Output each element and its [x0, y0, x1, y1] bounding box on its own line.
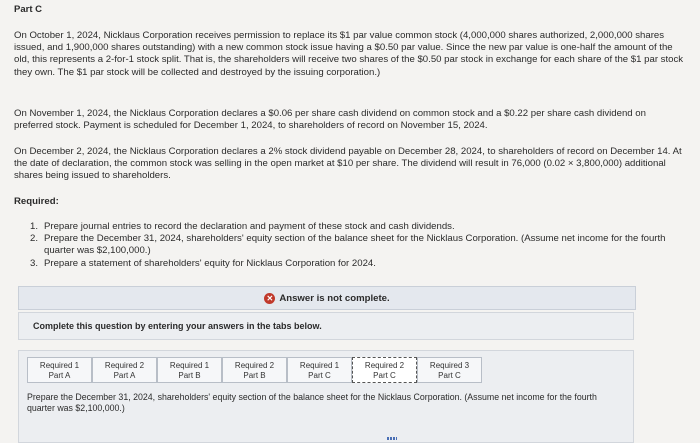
tab-required-2-part-c[interactable] — [352, 357, 417, 383]
x-circle-icon: ✕ — [264, 293, 275, 304]
tab-bar — [27, 357, 482, 383]
tab-label-line1: Required 3 — [429, 361, 470, 370]
required-item-number: 3. — [30, 257, 39, 269]
scroll-indicator[interactable] — [387, 437, 397, 440]
tab-required-1-part-a[interactable] — [27, 357, 92, 383]
required-item — [30, 221, 680, 233]
tab-required-1-part-c[interactable] — [287, 357, 352, 383]
required-item — [30, 233, 680, 257]
tab-label-line2: Part C — [308, 370, 331, 380]
required-item-number: 2. — [30, 233, 39, 245]
tab-description: Prepare the December 31, 2024, shareholders' equity section of the balance sheet for the Nicklaus Corporation. (Assume net income for the fourth quarter was $2,100,000.) — [27, 392, 597, 413]
required-list — [30, 221, 680, 270]
tab-required-2-part-a[interactable] — [92, 357, 157, 383]
paragraph-stock-dividend: On December 2, 2024, the Nicklaus Corporation declares a 2% stock dividend payable on December 28, 2024, to shareholders of record on December 14. At the date of declaration, the common stock was selling in the open market at $10 per share. The dividend will result in 76,000 (0.02 × 3,800,000) additional shares being issued to shareholders. — [14, 146, 682, 182]
instruction-text: Complete this question by entering your answers in the tabs below. — [33, 321, 322, 331]
tab-label-line1: Required 1 — [299, 361, 340, 370]
tab-required-1-part-b[interactable] — [157, 357, 222, 383]
tab-label-line1: Required 2 — [234, 361, 275, 370]
tab-required-2-part-b[interactable] — [222, 357, 287, 383]
required-item — [30, 258, 680, 270]
tab-label-line1: Required 2 — [104, 361, 145, 370]
part-title: Part C — [14, 4, 42, 15]
paragraph-stock-split: On October 1, 2024, Nicklaus Corporation receives permission to replace its $1 par value common stock (4,000,000 shares authorized, 2,000,000 shares issued, and 1,900,000 shares outstanding) with a new common stock issue having a $0.50 par value. Since the new par value is one-half the amount of the old, this represents a 2-for-1 stock split. That is, the shareholders will receive two shares of the $0.50 par stock in exchange for each share of the $1 par stock they own. The $1 par stock will be collected and destroyed by the issuing corporation.) — [14, 30, 684, 78]
tab-label-line2: Part B — [178, 370, 201, 380]
tab-label-line2: Part C — [373, 370, 396, 380]
required-item-text: Prepare the December 31, 2024, shareholders' equity section of the balance sheet for the Nicklaus Corporation. (Assume net income for the fourth quarter was $2,100,000.) — [44, 233, 666, 257]
tab-panel — [18, 350, 634, 443]
tab-label-line2: Part C — [438, 370, 461, 380]
required-label: Required: — [14, 196, 59, 207]
required-item-text: Prepare a statement of shareholders' equity for Nicklaus Corporation for 2024. — [44, 257, 376, 269]
paragraph-cash-dividend: On November 1, 2024, the Nicklaus Corporation declares a $0.06 per share cash dividend on common stock and a $0.22 per share cash dividend on preferred stock. Payment is scheduled for December 1, 2024, to shareholders of record on November 15, 2024. — [14, 108, 646, 132]
answer-status-text: Answer is not complete. — [279, 292, 390, 304]
required-item-text: Prepare journal entries to record the declaration and payment of these stock and cash dividends. — [44, 221, 455, 232]
tab-label-line1: Required 1 — [39, 361, 80, 370]
instruction-box — [18, 312, 634, 340]
tab-label-line1: Required 1 — [169, 361, 210, 370]
answer-status-banner — [18, 286, 636, 310]
required-item-number: 1. — [30, 221, 39, 232]
tab-label-line2: Part A — [113, 370, 136, 380]
tab-label-line2: Part A — [48, 370, 71, 380]
tab-label-line1: Required 2 — [364, 361, 405, 370]
tab-label-line2: Part B — [243, 370, 266, 380]
tab-required-3-part-c[interactable] — [417, 357, 482, 383]
